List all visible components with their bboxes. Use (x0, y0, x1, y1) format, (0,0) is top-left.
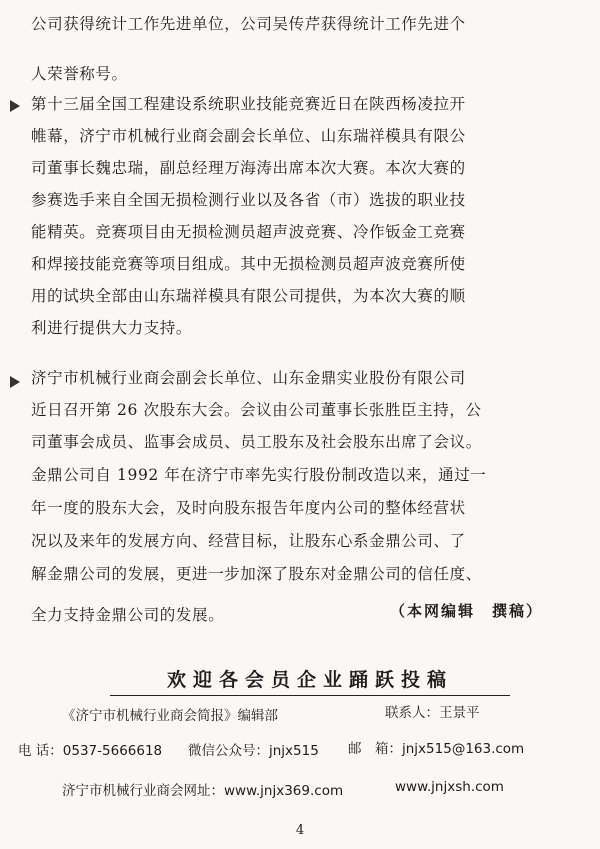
wechat-account: 微信公众号：jnjx515 (188, 743, 319, 759)
text-line: 能精英。竞赛项目由无损检测员超声波竞赛、冷作钣金工竞赛 (31, 223, 466, 241)
text-line: 济宁市机械行业商会副会长单位、山东金鼎实业股份有限公司 (31, 369, 466, 387)
text-line: 帷幕，济宁市机械行业商会副会长单位、山东瑞祥模具有限公 (31, 127, 466, 145)
text-line: 和焊接技能竞赛等项目组成。其中无损检测员超声波竞赛所使 (31, 255, 466, 273)
text-line: 况以及来年的发展方向、经营目标，让股东心系金鼎公司、了 (31, 532, 466, 550)
email-address[interactable]: 邮 箱：jnjx515@163.com (348, 741, 525, 757)
text-line: 司董事会成员、监事会成员、员工股东及社会股东出席了会议。 (31, 433, 482, 451)
author-signature: （本网编辑 撰稿） (390, 602, 544, 620)
text-line: 公司获得统计工作先进单位，公司吴传芹获得统计工作先进个 (31, 15, 466, 33)
text-line: 用的试块全部由山东瑞祥模具有限公司提供，为本次大赛的顺 (31, 287, 466, 305)
text-line: 解金鼎公司的发展，更进一步加深了股东对金鼎公司的信任度、 (31, 565, 482, 583)
text-line: 参赛选手来自全国无损检测行业以及各省（市）选拔的职业技 (31, 191, 466, 209)
text-line: 人荣誉称号。 (31, 65, 128, 83)
phone-number: 电 话：0537-5666618 (18, 743, 163, 759)
website-primary[interactable]: 济宁市机械行业商会网址：www.jnjx369.com (62, 783, 344, 799)
text-line: 近日召开第 26 次股东大会。会议由公司董事长张胜臣主持，公 (31, 401, 482, 419)
arrow-bullet-icon (10, 100, 20, 112)
text-line: 金鼎公司自 1992 年在济宁市率先实行股份制改造以来，通过一 (31, 466, 487, 484)
editorial-office: 《济宁市机械行业商会简报》编辑部 (62, 708, 278, 724)
text-line: 年一度的股东大会，及时向股东报告年度内公司的整体经营状 (31, 499, 466, 517)
website-secondary[interactable]: www.jnjxsh.com (395, 779, 504, 795)
text-line: 第十三届全国工程建设系统职业技能竞赛近日在陕西杨凌拉开 (31, 95, 466, 113)
arrow-bullet-icon (10, 376, 20, 388)
contact-person: 联系人：王景平 (385, 705, 480, 721)
text-line: 利进行提供大力支持。 (31, 319, 193, 337)
page-number: 4 (295, 823, 305, 838)
text-line: 司董事长魏忠瑞，副总经理万海涛出席本次大赛。本次大赛的 (31, 159, 466, 177)
text-line: 全力支持金鼎公司的发展。 (31, 606, 225, 624)
submission-banner: 欢迎各会员企业踊跃投稿 (110, 665, 510, 696)
